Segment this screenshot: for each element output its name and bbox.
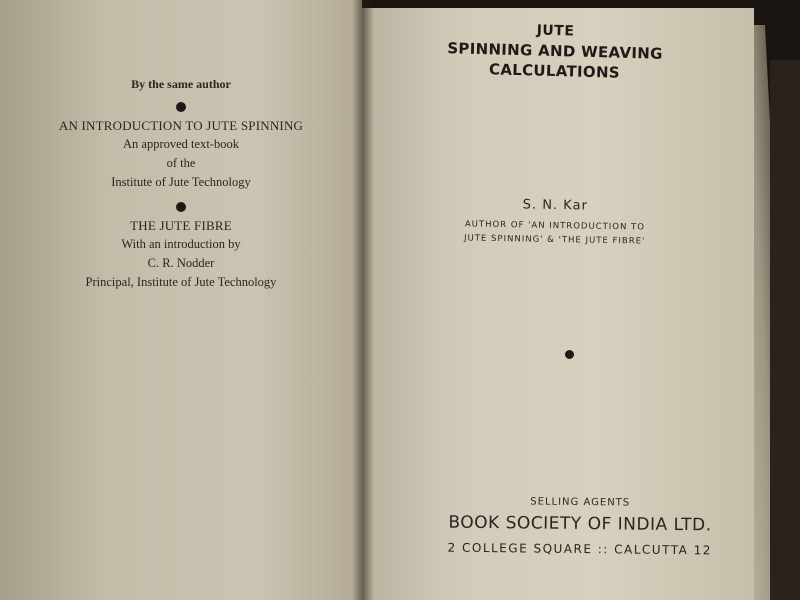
book1-title: AN INTRODUCTION TO JUTE SPINNING bbox=[58, 118, 304, 133]
bullet-dot-1 bbox=[176, 102, 186, 112]
book2-line1: With an introduction by bbox=[121, 237, 241, 251]
title-line-1: JUTE bbox=[536, 22, 575, 40]
selling-agents-label: SELLING AGENTS bbox=[530, 496, 631, 509]
book1-line3: Institute of Jute Technology bbox=[111, 175, 251, 189]
by-same-author-heading: By the same author bbox=[131, 77, 231, 91]
book2-title: THE JUTE FIBRE bbox=[130, 218, 232, 233]
publisher-name: BOOK SOCIETY OF INDIA LTD. bbox=[448, 512, 712, 536]
ornament-dot bbox=[565, 350, 574, 359]
author-block bbox=[420, 196, 691, 250]
publisher-address: 2 COLLEGE SQUARE :: CALCUTTA 12 bbox=[447, 540, 713, 558]
author-name: S. N. Kar bbox=[522, 197, 588, 214]
publisher-block bbox=[415, 495, 746, 557]
book1-line1: An approved text-book bbox=[123, 137, 239, 151]
title-line-2: SPINNING AND WEAVING bbox=[447, 39, 663, 63]
title-line-3: CALCULATIONS bbox=[488, 60, 621, 82]
background-shadow bbox=[770, 60, 800, 600]
author-credit-line2: JUTE SPINNING' & 'THE JUTE FIBRE' bbox=[463, 233, 646, 247]
book-title bbox=[429, 19, 680, 85]
book1-line2: of the bbox=[166, 156, 196, 170]
book2-line3: Principal, Institute of Jute Technology bbox=[85, 275, 277, 289]
bullet-dot-2 bbox=[176, 202, 186, 212]
book2-line2: C. R. Nodder bbox=[147, 256, 215, 270]
other-books-list bbox=[0, 77, 362, 292]
author-credit-line1: AUTHOR OF 'AN INTRODUCTION TO bbox=[464, 219, 646, 233]
